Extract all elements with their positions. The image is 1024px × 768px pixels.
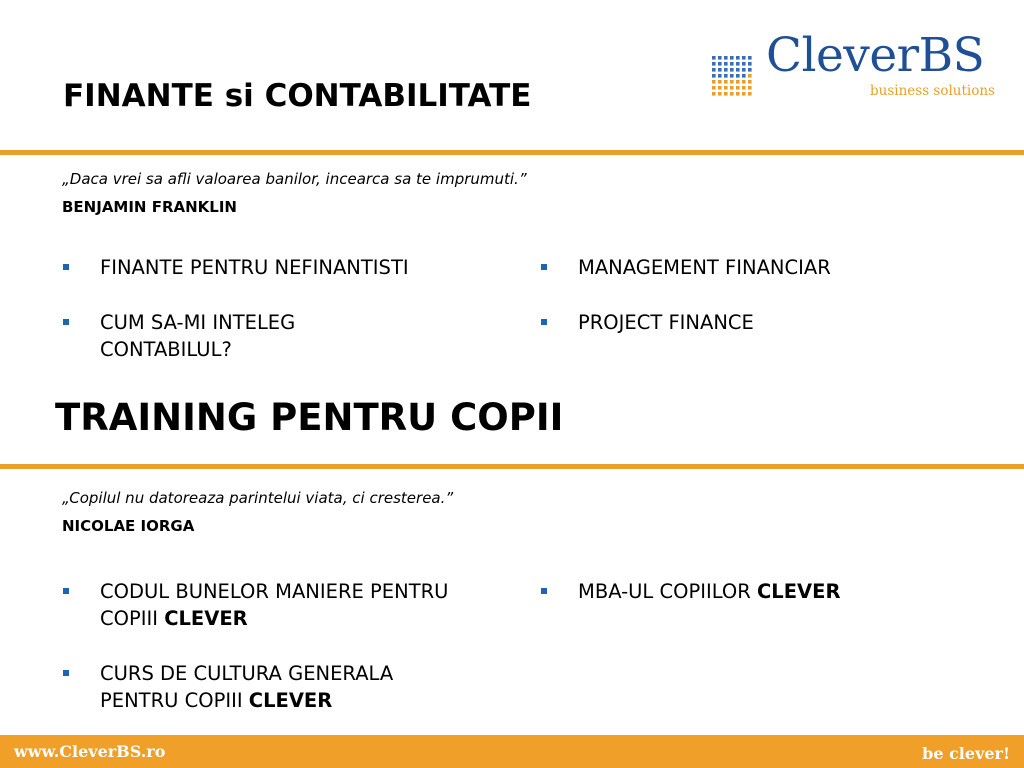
logo-grid-dot xyxy=(736,56,740,60)
list-item-emphasis: CLEVER xyxy=(756,580,841,603)
footer-bar xyxy=(0,735,1024,768)
logo-dot-grid-icon xyxy=(712,56,754,98)
logo-grid-dot xyxy=(724,80,728,84)
logo-grid-dot xyxy=(748,68,752,72)
logo-grid-dot xyxy=(724,62,728,66)
logo-grid-dot xyxy=(748,80,752,84)
logo-grid-dot xyxy=(742,68,746,72)
logo-grid-dot xyxy=(742,56,746,60)
logo-grid-dot xyxy=(712,80,716,84)
list-item-label: CUM SA-MI INTELEG CONTABILUL? xyxy=(100,311,296,361)
logo-grid-dot xyxy=(748,86,752,90)
list-item xyxy=(100,254,520,281)
logo-grid-dot xyxy=(730,86,734,90)
logo-grid-dot xyxy=(730,62,734,66)
logo-grid-dot xyxy=(712,86,716,90)
logo-grid-dot xyxy=(730,56,734,60)
footer-website-link[interactable]: www.CleverBS.ro xyxy=(14,742,166,761)
logo-grid-dot xyxy=(742,86,746,90)
quote-text: „Daca vrei sa afli valoarea banilor, incearca sa te imprumuti.” xyxy=(62,170,527,188)
logo-grid-dot xyxy=(712,68,716,72)
logo-grid-dot xyxy=(736,86,740,90)
logo-name: CleverBS xyxy=(766,28,985,83)
logo-grid-dot xyxy=(724,74,728,78)
list-item xyxy=(100,309,400,363)
logo-grid-dot xyxy=(748,92,752,96)
list-item-label: PROJECT FINANCE xyxy=(578,311,754,334)
logo-grid-dot xyxy=(718,62,722,66)
list-item xyxy=(578,254,998,281)
logo-grid-dot xyxy=(718,74,722,78)
section-divider xyxy=(0,464,1024,469)
logo-grid-dot xyxy=(742,92,746,96)
square-bullet-icon xyxy=(63,319,69,325)
logo-grid-dot xyxy=(730,80,734,84)
list-item-label: FINANTE PENTRU NEFINANTISTI xyxy=(100,256,409,279)
logo-grid-dot xyxy=(730,68,734,72)
quote-author: NICOLAE IORGA xyxy=(62,517,195,535)
logo-grid-dot xyxy=(712,74,716,78)
logo-grid-dot xyxy=(724,92,728,96)
logo-grid-dot xyxy=(736,74,740,78)
logo-grid-dot xyxy=(748,62,752,66)
logo-grid-dot xyxy=(712,92,716,96)
logo-grid-dot xyxy=(718,80,722,84)
logo-grid-dot xyxy=(736,62,740,66)
square-bullet-icon xyxy=(541,319,547,325)
logo-grid-dot xyxy=(736,68,740,72)
section-title-finance: FINANTE si CONTABILITATE xyxy=(63,78,532,114)
section-title-kids-training: TRAINING PENTRU COPII xyxy=(55,396,564,439)
square-bullet-icon xyxy=(63,670,69,676)
logo-grid-dot xyxy=(748,56,752,60)
list-item xyxy=(578,309,998,336)
list-item-emphasis: CLEVER xyxy=(248,689,333,712)
logo-grid-dot xyxy=(724,86,728,90)
square-bullet-icon xyxy=(63,588,69,594)
logo-grid-dot xyxy=(730,74,734,78)
square-bullet-icon xyxy=(63,264,69,270)
list-item xyxy=(100,660,470,714)
logo-grid-dot xyxy=(742,80,746,84)
section-divider xyxy=(0,150,1024,155)
quote-author: BENJAMIN FRANKLIN xyxy=(62,198,237,216)
logo-grid-dot xyxy=(742,62,746,66)
logo-grid-dot xyxy=(748,74,752,78)
list-item-label: MBA-UL COPIILOR xyxy=(578,580,757,603)
list-item xyxy=(100,578,460,632)
list-item-label: CURS DE CULTURA GENERALA PENTRU COPIII xyxy=(100,662,394,712)
footer-slogan: be clever! xyxy=(922,744,1010,763)
list-item-label: CODUL BUNELOR MANIERE PENTRU COPIII xyxy=(100,580,449,630)
square-bullet-icon xyxy=(541,264,547,270)
quote-text: „Copilul nu datoreaza parintelui viata, ci cresterea.” xyxy=(62,489,454,507)
logo-grid-dot xyxy=(742,74,746,78)
logo-grid-dot xyxy=(724,68,728,72)
logo-grid-dot xyxy=(718,92,722,96)
logo-grid-dot xyxy=(712,56,716,60)
logo-grid-dot xyxy=(718,56,722,60)
logo-grid-dot xyxy=(736,92,740,96)
logo-tagline: business solutions xyxy=(870,83,995,99)
logo-grid-dot xyxy=(718,86,722,90)
logo-grid-dot xyxy=(712,62,716,66)
list-item-emphasis: CLEVER xyxy=(164,607,248,630)
logo-grid-dot xyxy=(730,92,734,96)
logo-grid-dot xyxy=(724,56,728,60)
logo-grid-dot xyxy=(718,68,722,72)
square-bullet-icon xyxy=(541,588,547,594)
cleverbs-logo xyxy=(712,28,1002,100)
logo-grid-dot xyxy=(736,80,740,84)
list-item-label: MANAGEMENT FINANCIAR xyxy=(578,256,831,279)
list-item xyxy=(578,578,998,605)
